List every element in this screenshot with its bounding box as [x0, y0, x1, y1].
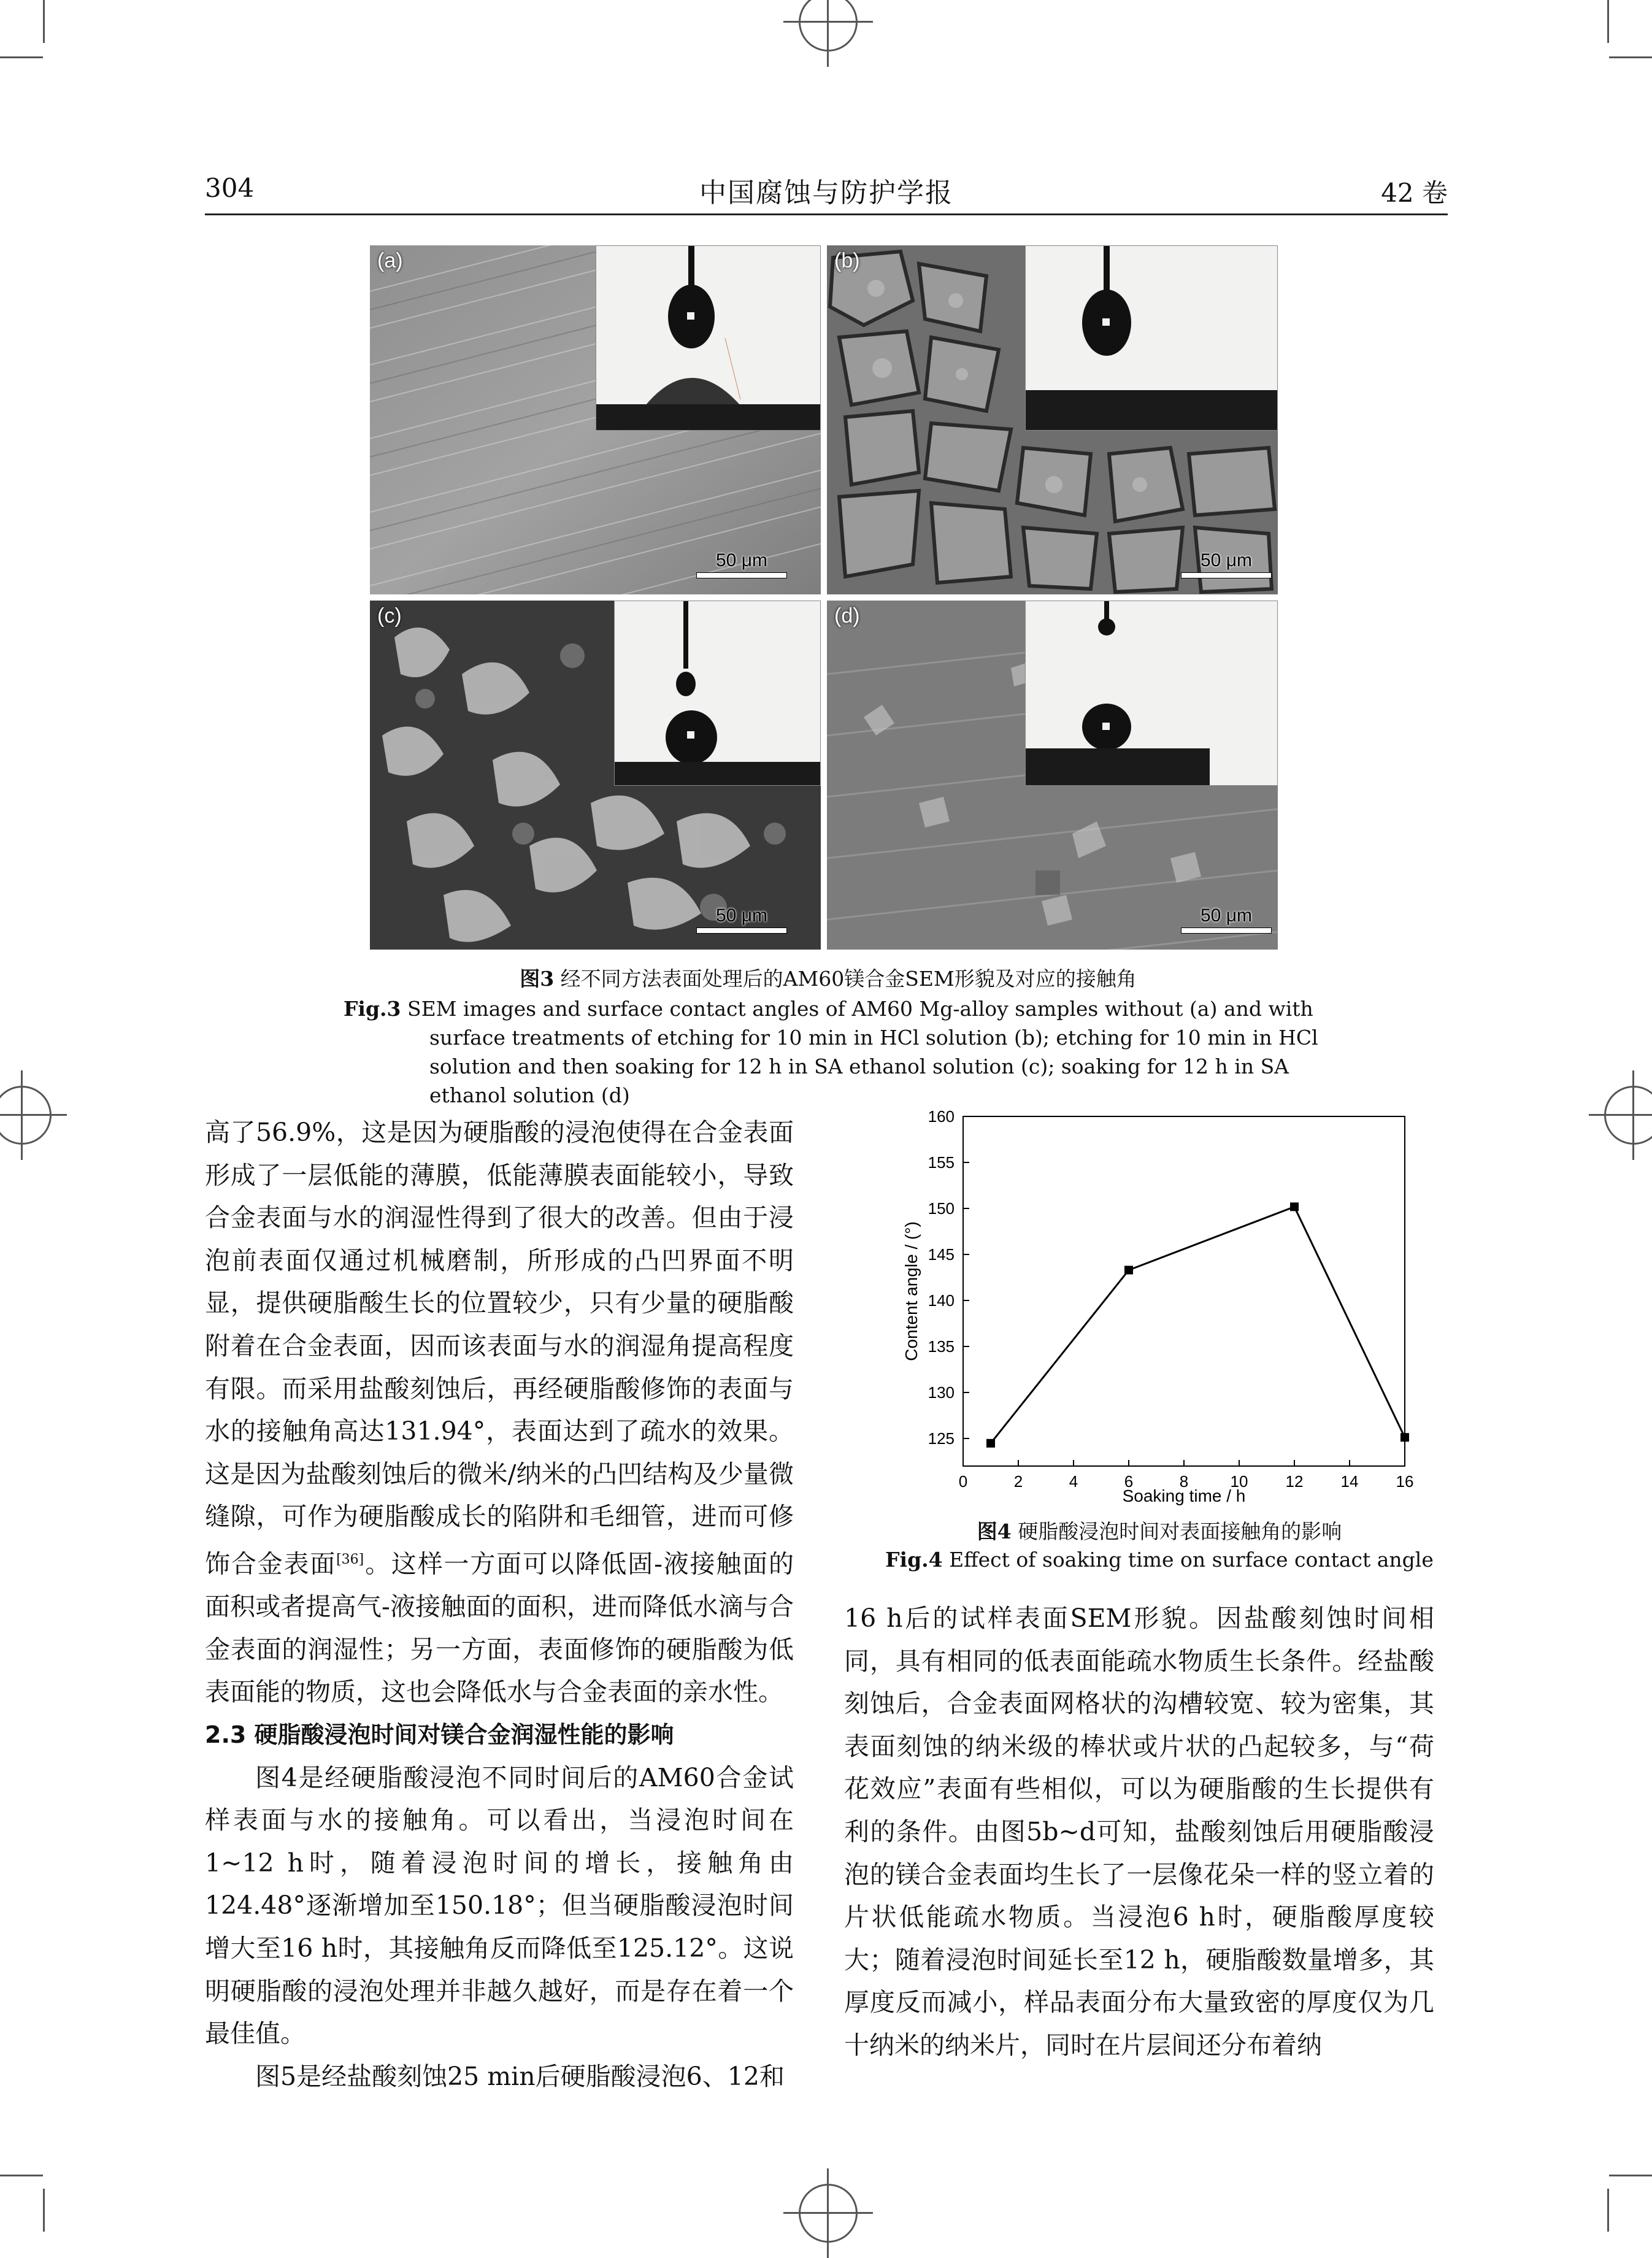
crop-mark [0, 2175, 43, 2176]
scale-bar-d [1181, 905, 1272, 934]
figure-4-chart [889, 1104, 1429, 1509]
scale-bar-c [696, 905, 787, 934]
y-tick-label: 150 [928, 1199, 955, 1218]
running-header [205, 166, 1448, 209]
left-column [205, 1112, 794, 2098]
section-heading: 2.3 硬脂酸浸泡时间对镁合金润湿性能的影响 [205, 1721, 674, 1748]
header-rule [205, 213, 1448, 215]
figure-3-caption [319, 964, 1337, 1110]
data-point [986, 1439, 995, 1448]
y-axis-label: Content angle / (°) [902, 1221, 921, 1361]
scale-bar-label-a: 50 μm [716, 550, 767, 570]
contact-angle-inset-c [614, 601, 821, 786]
crop-mark [1607, 0, 1609, 43]
y-tick-label: 135 [928, 1337, 955, 1356]
x-tick-label: 8 [1179, 1472, 1189, 1491]
crop-mark [1609, 56, 1652, 58]
paragraph: 图4是经硬脂酸浸泡不同时间后的AM60合金试样表面与水的接触角。可以看出，当浸泡时间在1~12 h时，随着浸泡时间的增长，接触角由124.48°逐渐增加至150.18°；但当硬脂酸浸泡时间增大至16 h时，其接触角反而降低至125.12°。这说明硬脂酸的浸泡处理并非越久越好，而是存在着一个最佳值。 [205, 1762, 794, 2049]
paragraph: 16 h后的试样表面SEM形貌。因盐酸刻蚀时间相同，具有相同的低表面能疏水物质生长条件。经盐酸刻蚀后，合金表面网格状的沟槽较宽、较为密集，其表面刻蚀的纳米级的棒状或片状的凸起较多，与“荷花效应”表面有些相似，可以为硬脂酸的生长提供有利的条件。由图5b~d可知，盐酸刻蚀后用硬脂酸浸泡的镁合金表面均生长了一层像花朵一样的竖立着的片状低能疏水物质。当浸泡6 h时，硬脂酸厚度较大；随着浸泡时间延长至12 h，硬脂酸数量增多，其厚度反而减小，样品表面分布大量致密的厚度仅为几十纳米的纳米片，同时在片层间还分布着纳 [844, 1603, 1434, 2060]
sem-panel-a [370, 245, 821, 594]
y-tick-label: 160 [928, 1107, 955, 1126]
panel-label-d: (d) [834, 604, 860, 628]
scale-bar-b [1181, 550, 1272, 578]
scale-bar-label-c: 50 μm [716, 905, 767, 926]
figure-4-caption-en: Fig.4 Effect of soaking time on surface contact angle [885, 1548, 1434, 1572]
figure-3 [370, 245, 1278, 950]
x-tick-label: 4 [1069, 1472, 1078, 1491]
crop-mark [43, 0, 45, 43]
sem-panel-b [827, 245, 1278, 594]
x-tick-label: 10 [1230, 1472, 1248, 1491]
y-tick-label: 145 [928, 1245, 955, 1264]
registration-mark-top [799, 0, 858, 52]
x-tick-label: 16 [1396, 1472, 1414, 1491]
page-number: 304 [205, 173, 255, 203]
crop-mark [1609, 2175, 1652, 2176]
paragraph: 图5是经盐酸刻蚀25 min后硬脂酸浸泡6、12和 [255, 2061, 785, 2091]
contact-angle-inset-b [1025, 245, 1278, 431]
panel-label-b: (b) [834, 249, 860, 272]
plot-frame [963, 1116, 1405, 1466]
x-axis-label: Soaking time / h [1122, 1486, 1246, 1505]
y-tick-label: 140 [928, 1291, 955, 1310]
figure-4-caption-cn: 图4 硬脂酸浸泡时间对表面接触角的影响 [977, 1519, 1342, 1543]
x-tick-label: 14 [1340, 1472, 1359, 1491]
x-tick-label: 12 [1285, 1472, 1304, 1491]
data-point [1124, 1266, 1133, 1275]
x-tick-label: 2 [1013, 1472, 1023, 1491]
contact-angle-inset-a [596, 245, 821, 431]
scale-bar-label-b: 50 μm [1201, 550, 1252, 570]
panel-label-a: (a) [377, 249, 403, 272]
scale-bar-label-d: 50 μm [1201, 905, 1252, 926]
data-point [1400, 1433, 1409, 1442]
figure-3-caption-en: Fig.3 SEM images and surface contact angles of AM60 Mg-alloy samples without (a) and with surface treatments of etching for 10 min in HCl solution (b); etching for 10 min in HCl solution and then soaking for 12 h in SA ethanol solution (c); soaking for 12 h in SA ethanol solution (d) [344, 997, 1318, 1107]
registration-mark-bottom [799, 2184, 858, 2243]
data-point [1290, 1202, 1299, 1211]
contact-angle-inset-d [1025, 601, 1278, 786]
registration-mark-left [0, 1086, 52, 1145]
figure-3-caption-cn: 图3 经不同方法表面处理后的AM60镁合金SEM形貌及对应的接触角 [520, 967, 1137, 991]
sem-panel-c [370, 601, 821, 950]
journal-title: 中国腐蚀与防护学报 [699, 177, 953, 209]
x-tick-label: 0 [958, 1472, 968, 1491]
crop-mark [43, 2189, 45, 2232]
volume-label: 42 卷 [1381, 178, 1448, 208]
x-tick-label: 6 [1124, 1472, 1134, 1491]
y-tick-label: 130 [928, 1383, 955, 1402]
scale-bar-a [696, 550, 787, 578]
paragraph: 高了56.9%，这是因为硬脂酸的浸泡使得在合金表面形成了一层低能的薄膜，低能薄膜表面能较小，导致合金表面与水的润湿性得到了很大的改善。但由于浸泡前表面仅通过机械磨制，所形成的凸凹界面不明显，提供硬脂酸生长的位置较少，只有少量的硬脂酸附着在合金表面，因而该表面与水的润湿角提高程度有限。而采用盐酸刻蚀后，再经硬脂酸修饰的表面与水的接触角高达131.94°，表面达到了疏水的效果。这是因为盐酸刻蚀后的微米/纳米的凸凹结构及少量微缝隙，可作为硬脂酸成长的陷阱和毛细管，进而可修饰合金表面[36]。这样一方面可以降低固-液接触面的面积或者提高气-液接触面的面积，进而降低水滴与合金表面的润湿性；另一方面，表面修饰的硬脂酸为低表面能的物质，这也会降低水与合金表面的亲水性。 [205, 1118, 794, 1707]
registration-mark-right [1604, 1086, 1652, 1145]
crop-mark [1607, 2189, 1609, 2232]
sem-panel-d [827, 601, 1278, 950]
panel-label-c: (c) [377, 604, 402, 628]
line-chart [889, 1104, 1429, 1509]
series-line [991, 1207, 1405, 1443]
right-column [844, 1597, 1434, 2067]
figure-4-caption [859, 1518, 1460, 1574]
crop-mark [0, 56, 43, 58]
y-tick-label: 125 [928, 1429, 955, 1448]
y-tick-label: 155 [928, 1153, 955, 1172]
